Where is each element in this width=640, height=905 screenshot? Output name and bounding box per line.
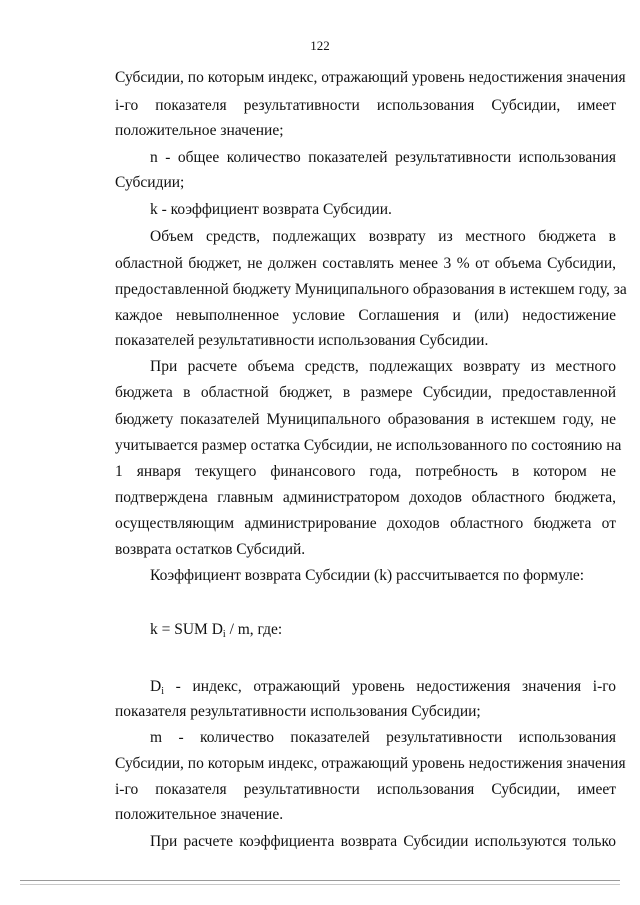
text-line: подтверждена главным администратором доходов областного бюджета, xyxy=(115,489,616,506)
text-line: Субсидии; xyxy=(115,174,185,191)
text-line: Субсидии, по которым индекс, отражающий уровень недостижения значения xyxy=(115,69,626,86)
text-line: положительное значение. xyxy=(115,806,284,823)
text-line: каждое невыполненное условие Соглашения и (или) недостижение xyxy=(115,307,616,324)
text-line: бюджету показателей Муниципального образования в истекшем году, не xyxy=(115,411,616,428)
text-line: осуществляющим администрирование доходов областного бюджета от xyxy=(115,515,616,532)
text-line: 1 января текущего финансового года, потребность в котором не xyxy=(115,463,616,480)
text-line: учитывается размер остатка Субсидии, не использованного по состоянию на xyxy=(115,437,622,454)
text-line: i-го показателя результативности использования Субсидии, имеет xyxy=(115,97,616,114)
di-symbol: D xyxy=(150,678,162,695)
text-line: n - общее количество показателей результативности использования xyxy=(150,149,616,166)
text-line: Коэффициент возврата Субсидии (k) рассчитывается по формуле: xyxy=(150,567,585,584)
text-line: показателя результативности использования Субсидии; xyxy=(115,703,481,720)
text-line: Субсидии, по которым индекс, отражающий уровень недостижения значения xyxy=(115,755,626,772)
text-line: m - количество показателей результативности использования xyxy=(150,729,616,746)
definition-di xyxy=(150,677,616,699)
text-line: При расчете коэффициента возврата Субсидии используются только xyxy=(150,833,616,850)
footer-divider xyxy=(20,884,620,885)
di-text: - индекс, отражающий уровень недостижения значения i-го xyxy=(163,678,616,695)
formula-rhs: / m, где: xyxy=(225,621,283,638)
text-line: областной бюджет, не должен составлять менее 3 % от объема Субсидии, xyxy=(115,255,616,272)
text-line: k - коэффициент возврата Субсидии. xyxy=(150,201,392,218)
text-line: i-го показателя результативности использования Субсидии, имеет xyxy=(115,781,616,798)
footer-divider xyxy=(20,880,620,881)
di-subscript: i xyxy=(161,686,164,697)
text-line: положительное значение; xyxy=(115,122,284,139)
formula-subscript: i xyxy=(222,629,226,640)
formula-lhs: k = SUM D xyxy=(150,621,223,638)
text-line: При расчете объема средств, подлежащих возврату из местного xyxy=(150,358,616,375)
formula xyxy=(150,620,282,642)
text-line: бюджета в областной бюджет, в размере Субсидии, предоставленной xyxy=(115,384,616,401)
text-line: Объем средств, подлежащих возврату из местного бюджета в xyxy=(150,228,616,245)
text-line: предоставленной бюджету Муниципального образования в истекшем году, за xyxy=(115,281,627,298)
text-line: показателей результативности использования Субсидии. xyxy=(115,332,489,349)
text-line: возврата остатков Субсидий. xyxy=(115,541,306,558)
page-number: 122 xyxy=(310,38,330,53)
